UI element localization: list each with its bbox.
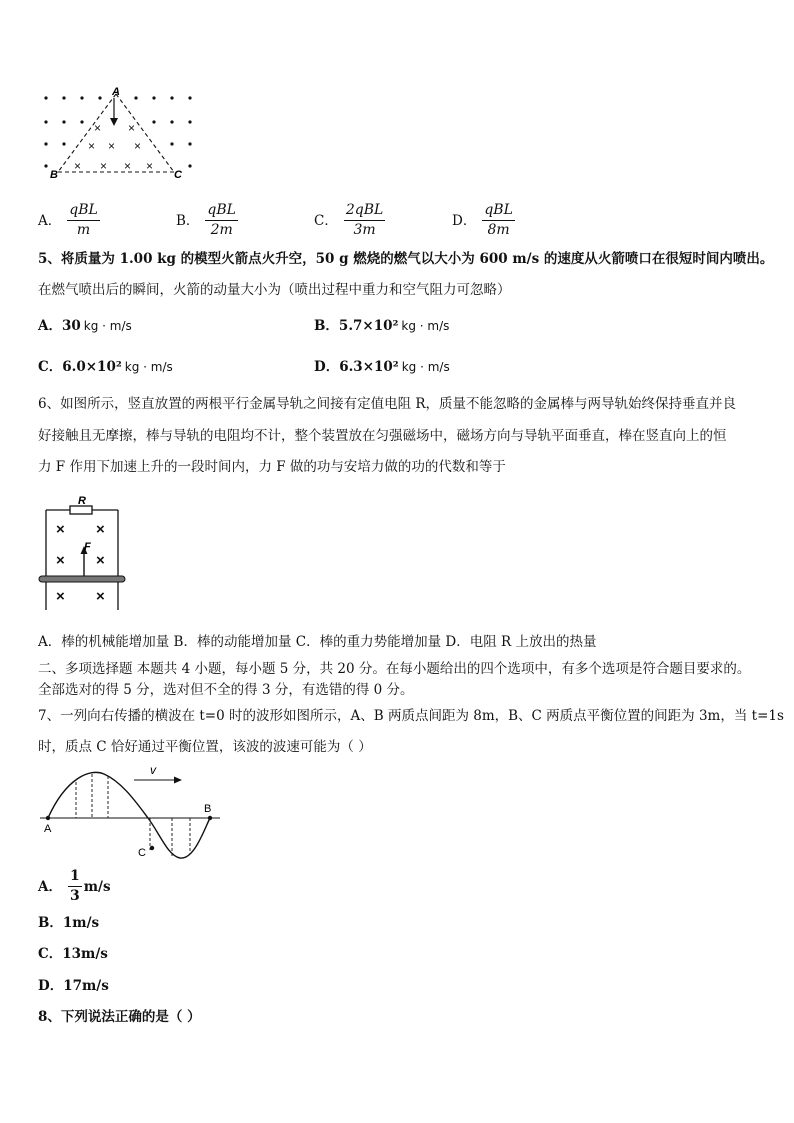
q4-option-a[interactable]: A． $\frac{\text{qBL}}{m}$ [38,202,98,238]
fraction: $\frac{\text{qBL}}{2m}$ [207,202,236,238]
svg-text:×: × [124,159,132,173]
q5-option-c[interactable]: C．6.0×10² kg · m/s [38,359,173,375]
q7-option-a[interactable]: A． $\frac{1}{3}$ m/s [38,868,111,904]
q7-option-c[interactable]: C．13m/s [38,946,108,962]
label-C: C [138,847,146,859]
crosses [74,121,153,173]
svg-text:×: × [74,159,82,173]
label-v: v [150,763,156,777]
fraction: $\frac{\text{qBL}}{8m}$ [484,202,513,238]
q6-stem-line1: 6、如图所示，竖直放置的两根平行金属导轨之间接有定值电阻 R，质量不能忽略的金属棒与两导轨始终保持垂直并良 [38,396,737,412]
section2-line1: 二、多项选择题 本题共 4 小题，每小题 5 分，共 20 分。在每小题给出的四个选项中，有多个选项是符合题目要求的。 [38,661,751,677]
svg-text:×: × [56,552,65,569]
svg-text:×: × [96,588,105,605]
q6-stem-line2: 好接触且无摩擦，棒与导轨的电阻均不计，整个装置放在匀强磁场中，磁场方向与导轨平面垂直，棒在竖直向上的恒 [38,428,727,444]
q5-stem-line2: 在燃气喷出后的瞬间，火箭的动量大小为（喷出过程中重力和空气阻力可忽略） [38,282,511,298]
q5-stem-line1: 5、将质量为 1.00 kg 的模型火箭点火升空，50 g 燃烧的燃气以大小为 600 m/s 的速度从火箭喷口在很短时间内喷出。 [38,251,774,267]
label-A: A [112,86,120,98]
resistor [70,506,92,514]
q7-stem-line1: 7、一列向右传播的横波在 t=0 时的波形如图所示，A、B 两质点间距为 8m，B、C 两质点平衡位置的间距为 3m，当 t=1s [38,708,784,724]
q7-option-b[interactable]: B．1m/s [38,915,100,931]
label-C: C [174,169,182,181]
q5-option-d[interactable]: D．6.3×10² kg · m/s [314,359,450,375]
svg-text:×: × [56,588,65,605]
triangle-field-figure [38,86,198,188]
field-dots [44,96,191,167]
q5-option-b[interactable]: B．5.7×10² kg · m/s [314,318,450,334]
field-crosses [56,521,105,605]
svg-text:×: × [128,121,136,135]
q8-stem: 8、下列说法正确的是（ ） [38,1009,201,1025]
svg-text:×: × [134,139,142,153]
svg-text:×: × [88,139,96,153]
svg-text:×: × [96,552,105,569]
svg-text:×: × [108,139,116,153]
q4-option-b[interactable]: B． $\frac{\text{qBL}}{2m}$ [176,202,236,238]
section2-line2: 全部选对的得 5 分，选对但不全的得 3 分，有选错的得 0 分。 [38,682,414,698]
label-F: F [84,541,91,553]
svg-text:×: × [56,521,65,538]
q7-stem-line2: 时，质点 C 恰好通过平衡位置，该波的波速可能为（ ） [38,739,372,755]
label-A: A [44,823,52,835]
q4-option-d[interactable]: D． $\frac{\text{qBL}}{8m}$ [452,202,513,238]
crest-dashes [76,774,190,856]
metal-rod [39,576,125,582]
label-B: B [204,803,212,815]
q6-stem-line3: 力 F 作用下加速上升的一段时间内，力 F 做的功与安培力做的功的代数和等于 [38,459,506,475]
q5-option-a[interactable]: A．30 kg · m/s [38,318,132,334]
waveform [48,772,210,858]
label-B: B [50,169,58,181]
label-R: R [78,495,86,507]
svg-text:×: × [94,121,102,135]
svg-text:×: × [96,521,105,538]
fraction: $\frac{1}{3}$ [69,868,80,904]
svg-text:×: × [146,159,154,173]
svg-text:×: × [100,159,108,173]
rail-circuit-figure [36,492,128,612]
q6-options[interactable]: A．棒的机械能增加量 B．棒的动能增加量 C．棒的重力势能增加量 D．电阻 R 上放出的热量 [38,634,597,650]
wave-figure [36,760,224,864]
fraction: $\frac{\text{qBL}}{m}$ [69,202,98,238]
q4-option-c[interactable]: C． $\frac{\text{2qBL}}{3m}$ [314,202,384,238]
q7-option-d[interactable]: D．17m/s [38,978,109,994]
fraction: $\frac{\text{2qBL}}{3m}$ [345,202,384,238]
